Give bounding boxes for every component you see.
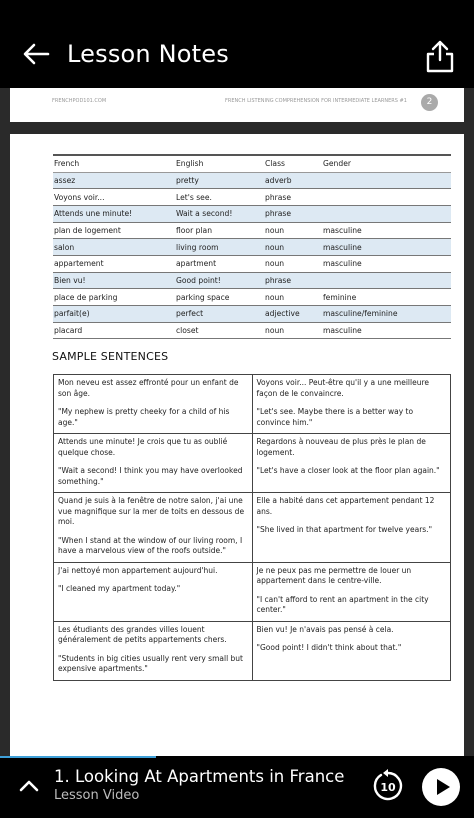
vocab-cell-gender: masculine — [322, 322, 451, 339]
chevron-up-icon[interactable] — [18, 778, 40, 794]
vocab-cell-english: parking space — [175, 289, 264, 306]
vocab-cell-english: Let's see. — [175, 189, 264, 206]
sample-sentences-heading: SAMPLE SENTENCES — [52, 350, 169, 363]
vocab-cell-english: Wait a second! — [175, 205, 264, 222]
vocab-cell-class: noun — [264, 255, 322, 272]
sentence-cell — [252, 562, 451, 621]
page-number-badge: 2 — [421, 94, 438, 111]
vocab-cell-french: parfait(e) — [53, 306, 175, 323]
sentence-french: J'ai nettoyé mon appartement aujourd'hui. — [58, 565, 218, 575]
vocab-cell-french: appartement — [53, 255, 175, 272]
vocab-cell-french: place de parking — [53, 289, 175, 306]
vocab-cell-class: phrase — [264, 205, 322, 222]
sentence-cell — [252, 375, 451, 434]
vocab-cell-english: pretty — [175, 172, 264, 189]
sentence-english: "Let's have a closer look at the floor plan again." — [256, 466, 440, 475]
vocab-cell-french: assez — [53, 172, 175, 189]
vocab-cell-gender — [322, 205, 451, 222]
page-title: Lesson Notes — [67, 40, 229, 68]
column-header-gender: Gender — [322, 155, 451, 172]
sentence-english: "Good point! I didn't think about that." — [256, 643, 402, 652]
sentence-english: "I can't afford to rent an apartment in the city center." — [256, 594, 429, 614]
back-arrow-icon[interactable] — [20, 38, 52, 70]
sentence-french: Quand je suis à la fenêtre de notre salon, j'ai une vue magnifique sur la mer de toits en dessous de moi. — [58, 496, 245, 526]
vocab-cell-english: living room — [175, 239, 264, 256]
vocab-cell-gender: masculine — [322, 255, 451, 272]
replay-seconds: 10 — [380, 781, 396, 794]
vocab-cell-gender: feminine — [322, 289, 451, 306]
vocabulary-row — [53, 222, 451, 239]
sentence-english: "I cleaned my apartment today." — [58, 584, 181, 593]
share-icon[interactable] — [424, 38, 456, 74]
sentence-english: "Students in big cities usually rent very small but expensive apartments." — [58, 653, 243, 673]
sentence-row — [54, 621, 451, 680]
vocabulary-row — [53, 189, 451, 206]
vocabulary-row — [53, 205, 451, 222]
sentence-cell — [54, 621, 253, 680]
page-header-site: FRENCHPOD101.COM — [52, 98, 107, 104]
sentence-french: Les étudiants des grandes villes louent généralement de petits appartements chers. — [58, 624, 227, 644]
playback-progress — [0, 756, 156, 758]
vocabulary-row — [53, 272, 451, 289]
column-header-english: English — [175, 155, 264, 172]
sentence-cell — [54, 562, 253, 621]
sentence-cell — [54, 493, 253, 563]
sentence-english: "She lived in that apartment for twelve years." — [256, 525, 433, 534]
vocabulary-header-row — [53, 155, 451, 172]
sentence-row — [54, 375, 451, 434]
vocab-cell-gender — [322, 189, 451, 206]
sentence-cell — [252, 493, 451, 563]
vocab-cell-french: Voyons voir... — [53, 189, 175, 206]
replay-10-icon[interactable] — [371, 769, 405, 803]
sentence-cell — [54, 434, 253, 493]
app-header — [0, 0, 474, 88]
vocab-cell-class: noun — [264, 222, 322, 239]
lesson-title[interactable]: 1. Looking At Apartments in France — [54, 767, 345, 786]
page-header-course: FRENCH LISTENING COMPREHENSION FOR INTERMEDIATE LEARNERS #1 — [225, 98, 407, 104]
vocab-cell-class: adverb — [264, 172, 322, 189]
sentence-french: Elle a habité dans cet appartement pendant 12 ans. — [256, 496, 435, 516]
sentence-cell — [54, 375, 253, 434]
sentence-french: Voyons voir... Peut-être qu'il y a une meilleure façon de le convaincre. — [256, 378, 429, 398]
sentence-row — [54, 562, 451, 621]
vocabulary-row — [53, 239, 451, 256]
sentence-cell — [252, 621, 451, 680]
vocab-cell-english: closet — [175, 322, 264, 339]
vocab-cell-gender: masculine — [322, 222, 451, 239]
vocab-cell-gender: masculine/feminine — [322, 306, 451, 323]
vocabulary-row — [53, 322, 451, 339]
vocabulary-row — [53, 289, 451, 306]
sentence-french: Bien vu! Je n'avais pas pensé à cela. — [256, 624, 394, 634]
vocab-cell-english: apartment — [175, 255, 264, 272]
vocab-cell-gender: masculine — [322, 239, 451, 256]
vocab-cell-class: adjective — [264, 306, 322, 323]
sentence-row — [54, 434, 451, 493]
sentence-french: Regardons à nouveau de plus près le plan de logement. — [256, 437, 426, 457]
sentence-french: Mon neveu est assez effronté pour un enfant de son âge. — [58, 378, 239, 398]
vocab-cell-gender — [322, 272, 451, 289]
sentence-cell — [252, 434, 451, 493]
document-viewer[interactable] — [0, 88, 474, 756]
sentence-row — [54, 493, 451, 563]
sample-sentences-table — [53, 374, 451, 681]
vocabulary-row — [53, 172, 451, 189]
vocab-cell-class: phrase — [264, 189, 322, 206]
vocab-cell-french: salon — [53, 239, 175, 256]
vocab-cell-class: noun — [264, 322, 322, 339]
vocab-cell-french: placard — [53, 322, 175, 339]
sentence-english: "When I stand at the window of our living room, I have a marvelous view of the roofs outside." — [58, 535, 243, 555]
pdf-page-previous — [10, 88, 464, 122]
media-player-bar — [0, 756, 474, 818]
vocabulary-table — [53, 154, 451, 339]
vocab-cell-english: perfect — [175, 306, 264, 323]
vocab-cell-gender — [322, 172, 451, 189]
sentence-english: "My nephew is pretty cheeky for a child of his age." — [58, 407, 230, 427]
vocab-cell-french: Attends une minute! — [53, 205, 175, 222]
vocab-cell-english: Good point! — [175, 272, 264, 289]
vocab-cell-class: noun — [264, 239, 322, 256]
lesson-type: Lesson Video — [54, 788, 140, 803]
vocabulary-row — [53, 306, 451, 323]
column-header-french: French — [53, 155, 175, 172]
vocab-cell-class: phrase — [264, 272, 322, 289]
column-header-class: Class — [264, 155, 322, 172]
vocab-cell-class: noun — [264, 289, 322, 306]
vocab-cell-french: Bien vu! — [53, 272, 175, 289]
sentence-english: "Wait a second! I think you may have overlooked something." — [58, 466, 243, 486]
pdf-page — [10, 134, 464, 756]
play-icon — [422, 768, 460, 806]
vocab-cell-french: plan de logement — [53, 222, 175, 239]
sentence-french: Attends une minute! Je crois que tu as oublié quelque chose. — [58, 437, 228, 457]
sentence-english: "Let's see. Maybe there is a better way to convince him." — [256, 407, 414, 427]
sentence-french: Je ne peux pas me permettre de louer un appartement dans le centre-ville. — [256, 565, 412, 585]
vocab-cell-english: floor plan — [175, 222, 264, 239]
play-button[interactable] — [422, 768, 460, 806]
vocabulary-row — [53, 255, 451, 272]
